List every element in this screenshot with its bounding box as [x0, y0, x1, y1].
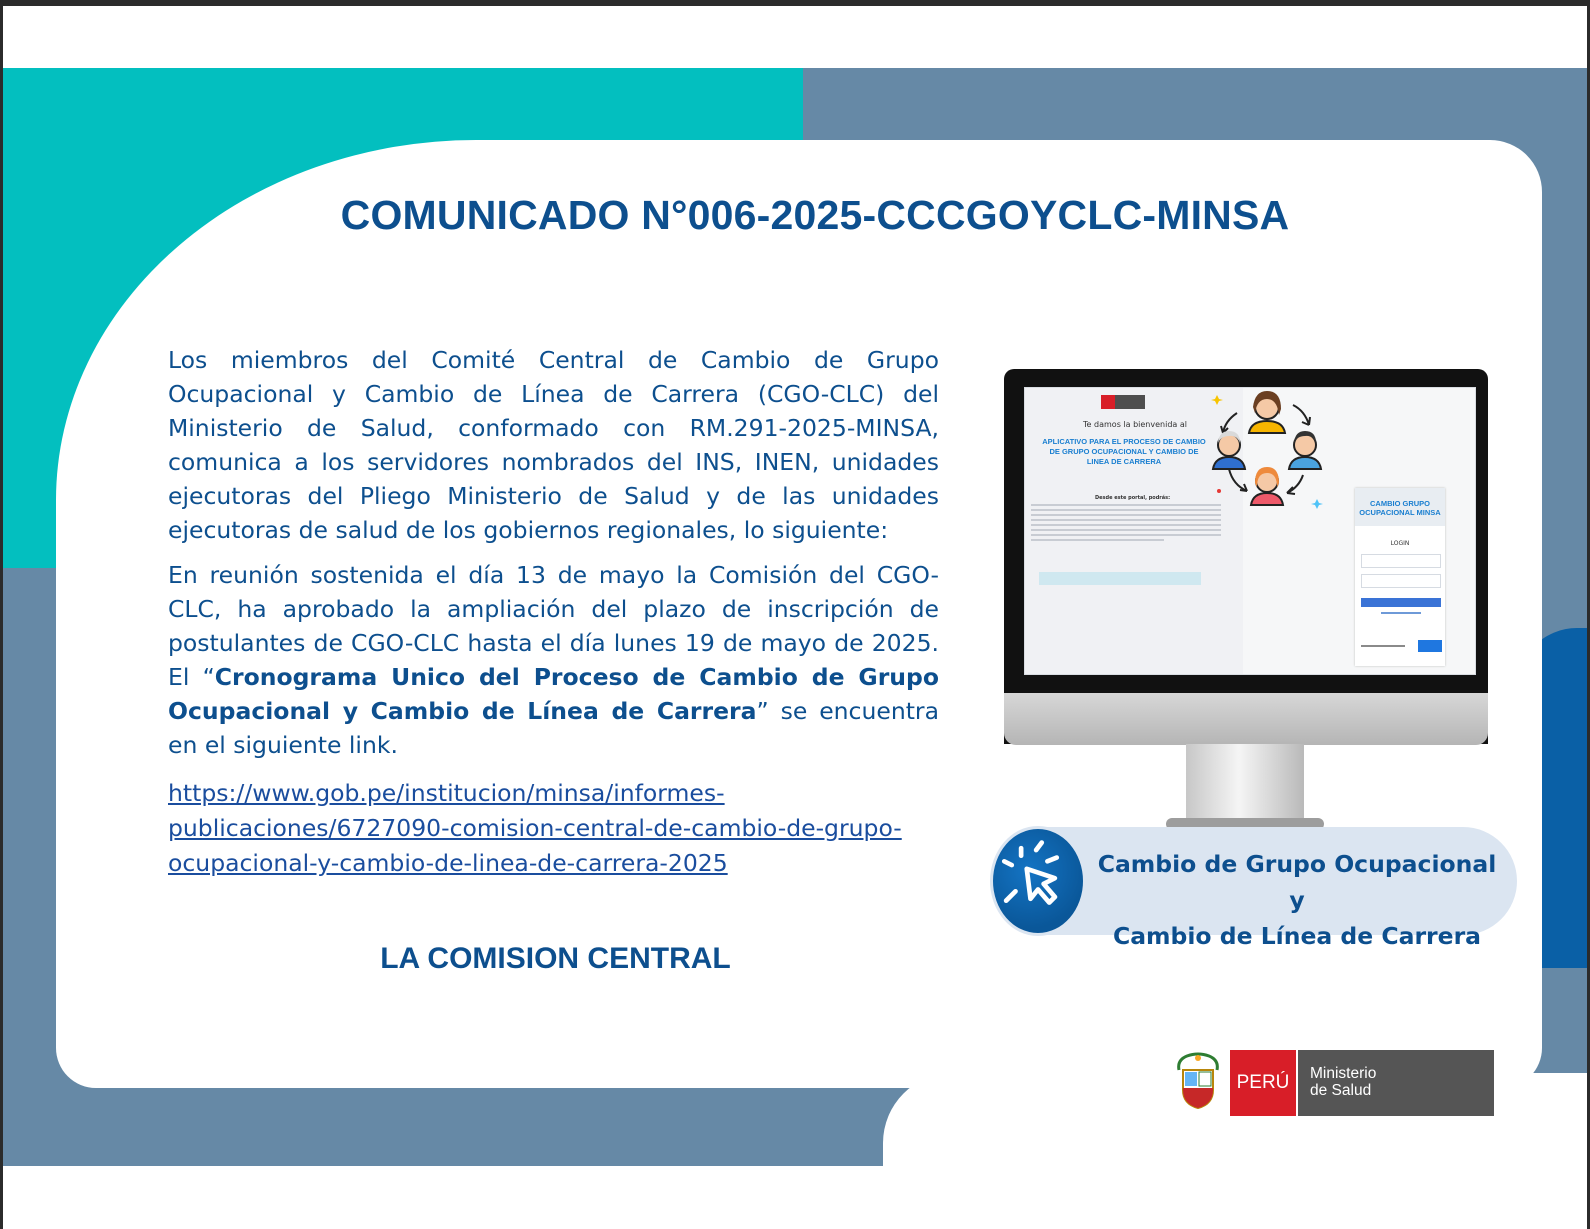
screen-login-account-text [1361, 645, 1405, 647]
screen-desc-lines [1031, 504, 1221, 544]
announcement-body [168, 343, 939, 773]
banner-title [1087, 846, 1507, 954]
signature: LA COMISION CENTRAL [380, 942, 731, 975]
paragraph-intro: Los miembros del Comité Central de Cambio de Grupo Ocupacional y Cambio de Línea de Carrera (CGO-CLC) del Ministerio de Salud, conformado con RM.291-2025-MINSA, comunica a los servidores nombrados del INS, INEN, unidades ejecutoras del Pliego Ministerio de Salud y de las unidades ejecutoras de salud de los gobiernos regionales, lo siguiente: [168, 346, 939, 544]
logo-ministerio-text: Ministerio [1310, 1065, 1377, 1082]
screen-login-card [1355, 488, 1445, 666]
ministerio-salud-logo [1298, 1050, 1494, 1116]
window-top-border [0, 0, 1590, 6]
screen-app-title-line-3: LINEA DE CARRERA [1086, 457, 1162, 466]
click-icon [993, 829, 1083, 933]
page-title: COMUNICADO N°006-2025-CCCGOYCLC-MINSA [340, 192, 1290, 238]
screen-login-title-line-1: CAMBIO GRUPO [1370, 499, 1430, 508]
schedule-link[interactable] [168, 776, 948, 881]
screen-login-button [1361, 598, 1441, 607]
schedule-link-line-2[interactable]: publicaciones/6727090-comision-central-de-cambio-de-grupo- [168, 814, 902, 842]
screen-alert-box [1039, 572, 1201, 585]
screen-desc-title: Desde este portal, podrás: [1095, 495, 1171, 501]
banner-title-line-1: Cambio de Grupo Ocupacional y [1097, 850, 1497, 914]
screen-login-label: LOGIN [1390, 540, 1410, 547]
monitor-screen [1024, 387, 1476, 675]
screen-login-title-line-2: OCUPACIONAL MINSA [1359, 508, 1441, 517]
screen-app-title-line-1: APLICATIVO PARA EL PROCESO DE CAMBIO [1042, 437, 1206, 446]
screen-minsa-logo [1101, 395, 1147, 409]
monitor-bezel [1004, 693, 1488, 745]
screen-app-title [1033, 437, 1215, 467]
screen-login-password-field [1361, 574, 1441, 588]
people-exchange-icon [1207, 387, 1327, 515]
logo-de-salud-text: de Salud [1310, 1082, 1372, 1099]
paragraph-extension-intro: En reunión sostenida el día 13 de mayo la Comisión del CGO-CLC, ha aprobado la ampliación del plazo de inscripción de postulantes de CGO-CLC hasta el día lunes 19 de mayo de 2025. El “ [168, 561, 939, 691]
schedule-link-line-1[interactable]: https://www.gob.pe/institucion/minsa/informes- [168, 779, 725, 807]
paragraph-extension [168, 558, 939, 762]
screen-login-register-button [1418, 640, 1442, 652]
screen-app-title-line-2: DE GRUPO OCUPACIONAL Y CAMBIO DE [1049, 447, 1199, 456]
screen-login-title [1355, 488, 1445, 526]
banner-icon-circle [990, 826, 1086, 936]
paragraph-extension-outro: ” se encuentra en el siguiente link. [168, 697, 939, 759]
banner-title-line-2: Cambio de Línea de Carrera [1112, 922, 1482, 950]
peru-logo: PERÚ [1230, 1050, 1296, 1116]
monitor-stand [1186, 744, 1304, 824]
schedule-link-line-3[interactable]: ocupacional-y-cambio-de-linea-de-carrera-2025 [168, 849, 728, 877]
screen-welcome-text: Te damos la bienvenida al [1083, 420, 1187, 429]
peru-coat-of-arms-icon [1173, 1052, 1223, 1112]
screen-login-email-field [1361, 554, 1441, 568]
screen-login-recover-link [1381, 612, 1421, 614]
schedule-name: Cronograma Unico del Proceso de Cambio de Grupo Ocupacional y Cambio de Línea de Carrera [168, 663, 939, 725]
